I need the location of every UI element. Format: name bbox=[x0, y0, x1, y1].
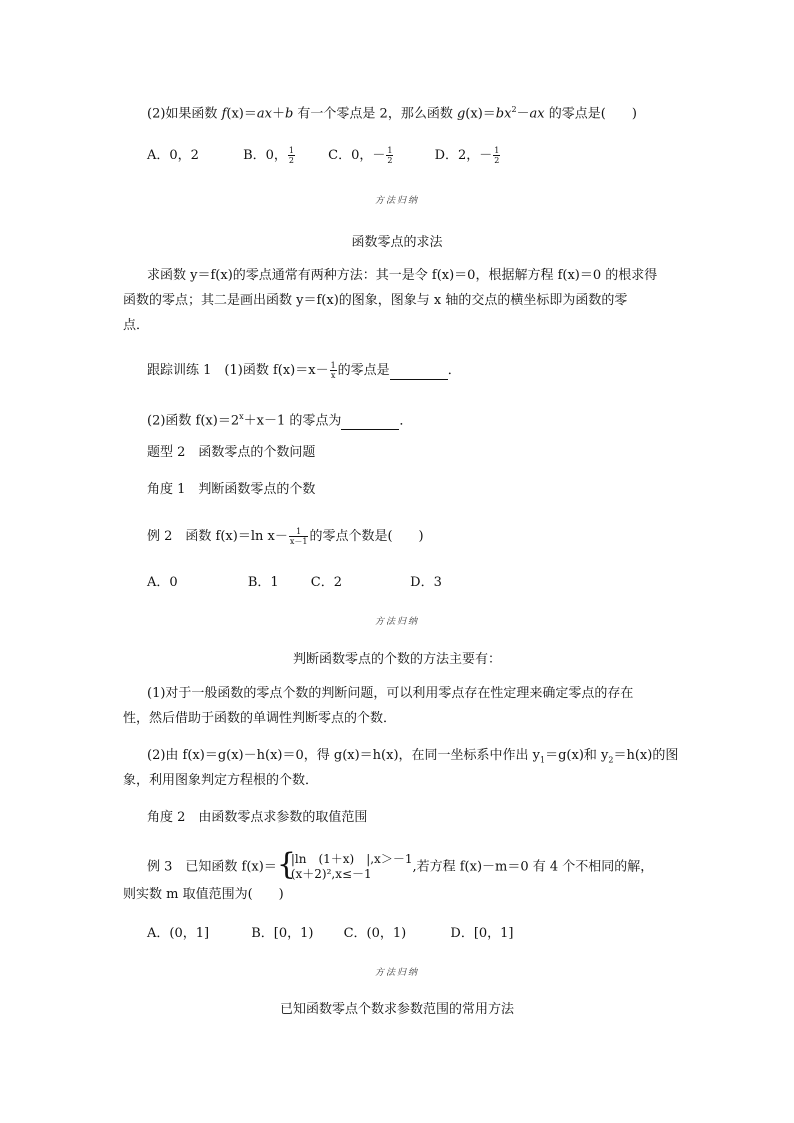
method-paragraph-1-line-3: 点． bbox=[123, 318, 150, 333]
method-title-2: 判断函数零点的个数的方法主要有： bbox=[292, 652, 501, 667]
option-a: A．0 bbox=[147, 575, 178, 590]
option-d: D．[0，1] bbox=[450, 926, 514, 941]
answer-blank[interactable] bbox=[390, 367, 448, 380]
method-2-p2-line-2: 象，利用图象判定方程根的个数． bbox=[123, 773, 319, 788]
practice-1-item-2: (2)函数 $f(x)=2^x+x-1$ 的零点为 ． bbox=[147, 412, 413, 429]
option-c: C．(0，1) bbox=[343, 926, 407, 941]
method-label-3: 方法归纳 bbox=[374, 968, 419, 978]
angle-2-title: 角度 2 由函数零点求参数的取值范围 bbox=[147, 810, 368, 825]
type-2-title: 题型 2 函数零点的个数问题 bbox=[147, 445, 316, 460]
method-2-p1-line-1: (1)对于一般函数的零点个数的判断问题，可以利用零点存在性定理来确定零点的存在 bbox=[147, 686, 634, 701]
method-2-p1-line-2: 性，然后借助于函数的单调性判断零点的个数． bbox=[123, 711, 397, 726]
angle-1-title: 角度 1 判断函数零点的个数 bbox=[147, 482, 316, 497]
question-2-options bbox=[147, 146, 501, 165]
option-a: A．(0，1] bbox=[147, 926, 210, 941]
option-b: B．0， $\frac{1}{2}$ bbox=[243, 146, 294, 165]
method-paragraph-1-line-2: 函数的零点；其二是画出函数 y＝f(x)的图象，图象与 x 轴的交点的横坐标即为函数的零 bbox=[123, 293, 628, 308]
option-b: B．1 bbox=[247, 575, 279, 590]
option-c: C．2 bbox=[310, 575, 342, 590]
option-b: B．[0，1) bbox=[251, 926, 314, 941]
example-3: 例 3 已知函数 f(x)＝ { |ln (1＋x) |,x＞－1 (x＋2)²,x≤－1 ,若方程 f(x)－m＝0 有 4 个不相同的解， bbox=[147, 847, 654, 882]
option-a: A．0，2 bbox=[147, 148, 199, 163]
method-2-p2-line-1: (2)由 f(x)＝g(x)－h(x)＝0，得 g(x)＝h(x)，在同一坐标系中作出 $y_1=g(x)$和 $y_2=h(x)$的图 bbox=[147, 748, 679, 765]
method-paragraph-1-line-1: 求函数 y＝f(x)的零点通常有两种方法：其一是令 f(x)＝0，根据解方程 f(x)＝0 的根求得 bbox=[147, 268, 658, 283]
example-2: 例 2 函数 f(x)＝ln x－ $\frac{1}{x-1}$ 的零点个数是( ) bbox=[147, 527, 424, 546]
answer-blank[interactable] bbox=[341, 417, 399, 430]
method-title-3: 已知函数零点个数求参数范围的常用方法 bbox=[279, 1002, 514, 1017]
example-3-line-2: 则实数 m 取值范围为( ) bbox=[123, 887, 284, 902]
practice-1-item-1: 跟踪训练 1 (1)函数 f(x)＝x－ $\frac{1}{x}$ 的零点是 ． bbox=[147, 361, 461, 380]
option-d: D．2，－ $\frac{1}{2}$ bbox=[434, 146, 500, 165]
option-d: D．3 bbox=[410, 575, 442, 590]
method-label-2: 方法归纳 bbox=[374, 617, 419, 627]
method-title-1: 函数零点的求法 bbox=[351, 235, 443, 250]
piecewise-function: { |ln (1＋x) |,x＞－1 (x＋2)²,x≤－1 bbox=[276, 847, 413, 882]
option-c: C．0，－ $\frac{1}{2}$ bbox=[328, 146, 393, 165]
question-2: (2)如果函数 f(x)＝ax＋b 有一个零点是 2，那么函数 $g(x)=bx^2-ax$ 的零点是( ) bbox=[147, 105, 637, 122]
method-label-1: 方法归纳 bbox=[374, 196, 419, 206]
example-2-options bbox=[147, 574, 442, 592]
brace-icon: { bbox=[276, 847, 296, 882]
example-3-options bbox=[147, 925, 514, 943]
